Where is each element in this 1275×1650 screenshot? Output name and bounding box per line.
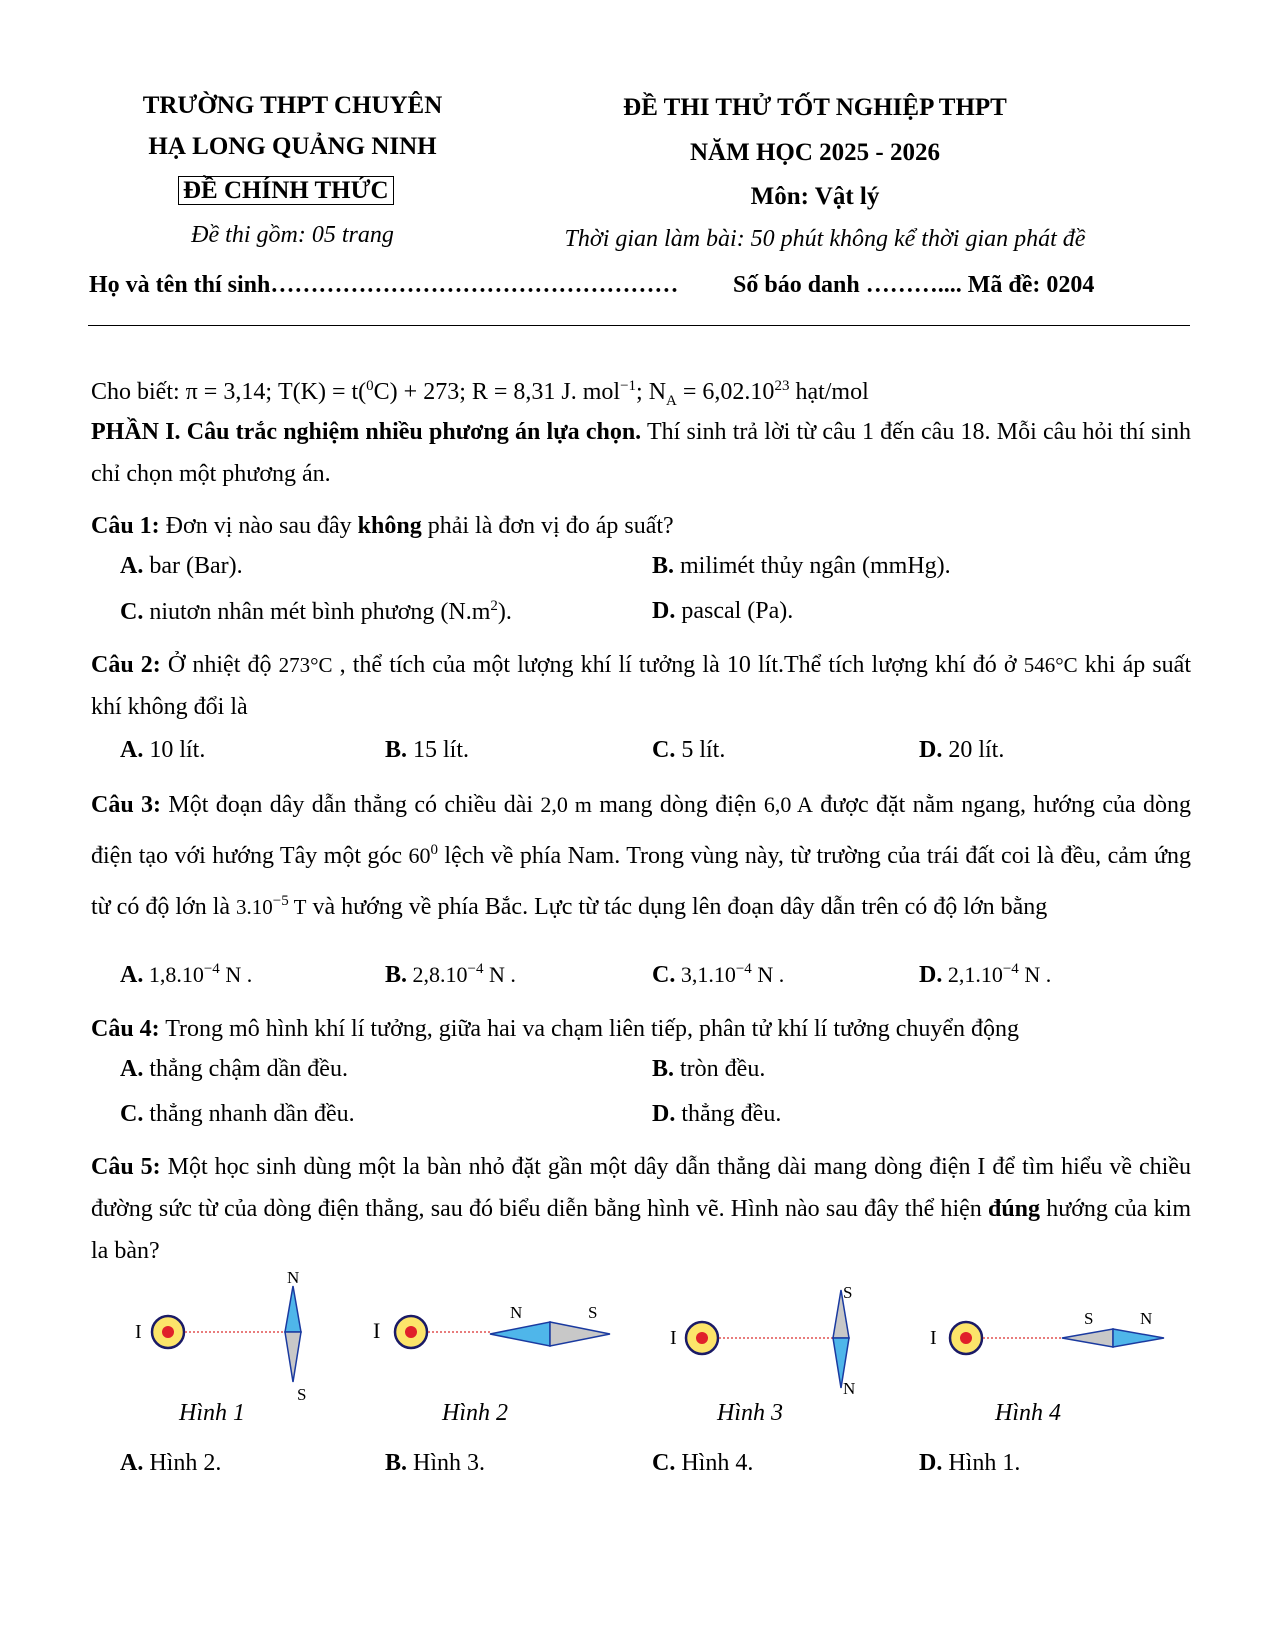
q4-option-d[interactable]: D. thẳng đều.	[652, 1101, 782, 1127]
candidate-sbd-line: Số báo danh ……….... Mã đề: 0204	[733, 272, 1095, 298]
part1-intro: PHẦN I. Câu trắc nghiệm nhiều phương án lựa chọn. Thí sinh trả lời từ câu 1 đến câu 18. Mỗi câu hỏi thí sinh chỉ chọn một phương án.	[91, 419, 1191, 487]
fig3-north-label: N	[843, 1379, 856, 1398]
fig4-wire-dot	[960, 1332, 972, 1344]
fig4-south-label: S	[1084, 1309, 1094, 1328]
exam-title: ĐỀ THI THỬ TỐT NGHIỆP THPT	[623, 94, 1007, 121]
q2-option-d[interactable]: D. 20 lít.	[919, 737, 1005, 763]
q3-option-d[interactable]: D. $2,1.10^{-4}$ N .	[919, 961, 1052, 988]
q3-option-c[interactable]: C. $3,1.10^{-4}$ N .	[652, 961, 785, 988]
fig1-needle-north	[285, 1286, 301, 1332]
given-constants: Cho biết: π = 3,14; T(K) = t($^0$C) + 273; R = 8,31 J. mol$^{-1}$; $N_A = 6,02.10^{23}$ hạt/mol	[91, 378, 869, 409]
q5-option-c[interactable]: C. Hình 4.	[652, 1450, 754, 1476]
fig4-current-label: I	[930, 1327, 937, 1349]
fig2-south-label: S	[588, 1303, 598, 1322]
question-2: Câu 2: Ở nhiệt độ 273°C , thể tích của một lượng khí lí tưởng là 10 lít.Thể tích lượng khí đó ở 546°C khi áp suất khí không đổi là	[91, 652, 1192, 720]
q3-option-a[interactable]: A. $1,8.10^{-4}$ N .	[120, 961, 253, 988]
exam-time: Thời gian làm bài: 50 phút không kể thời gian phát đề	[564, 226, 1086, 252]
figure-1-caption: Hình 1	[179, 1400, 245, 1426]
figure-4	[920, 1278, 1170, 1418]
fig1-current-label: I	[135, 1321, 142, 1343]
fig2-wire-dot	[405, 1326, 417, 1338]
school-name-line1: TRƯỜNG THPT CHUYÊN	[142, 92, 443, 119]
figure-3	[665, 1278, 865, 1418]
q2-option-c[interactable]: C. 5 lít.	[652, 737, 726, 763]
q4-option-b[interactable]: B. tròn đều.	[652, 1056, 766, 1082]
fig4-needle-north	[1113, 1329, 1164, 1347]
q1-option-c[interactable]: C. niutơn nhân mét bình phương $(N.m^2)$.	[120, 598, 512, 625]
fig4-needle-south	[1062, 1329, 1113, 1347]
figure-1	[125, 1268, 325, 1418]
fig2-north-label: N	[510, 1303, 523, 1322]
q5-option-a[interactable]: A. Hình 2.	[120, 1450, 222, 1476]
exam-year: NĂM HỌC 2025 - 2026	[690, 139, 940, 166]
figure-2	[368, 1278, 613, 1418]
question-5: Câu 5: Một học sinh dùng một la bàn nhỏ đặt gần một dây dẫn thẳng dài mang dòng điện I để tìm hiểu về chiều đường sức từ của dòng điện thẳng, sau đó biểu diễn bằng hình vẽ. Hình nào sau đây thể hiện đúng hướng của kim la bàn?	[91, 1154, 1192, 1264]
q4-option-a[interactable]: A. thẳng chậm dần đều.	[120, 1056, 348, 1082]
official-badge	[178, 176, 394, 206]
q4-option-c[interactable]: C. thẳng nhanh dần đều.	[120, 1101, 355, 1127]
school-name-line2: HẠ LONG QUẢNG NINH	[148, 133, 437, 160]
official-label: ĐỀ CHÍNH THỨC	[178, 176, 394, 205]
fig3-south-label: S	[843, 1283, 853, 1302]
header-divider	[88, 325, 1190, 326]
figure-3-caption: Hình 3	[717, 1400, 783, 1426]
fig1-north-label: N	[287, 1268, 300, 1287]
question-3: Câu 3: Một đoạn dây dẫn thẳng có chiều dài 2,0 m mang dòng điện 6,0 A được đặt nằm ngang, hướng của dòng điện tạo với hướng Tây một góc $60^0$ lệch về phía Nam. Trong vùng này, từ trường của trái đất coi là đều, cảm ứng từ có độ lớn là $3.10^{-5}$ T và hướng về phía Bắc. Lực từ tác dụng lên đoạn dây dẫn trên có độ lớn bằng	[91, 792, 1192, 920]
fig1-south-label: S	[297, 1385, 307, 1404]
candidate-name-line: Họ và tên thí sinh……………………………………………	[89, 272, 679, 298]
q1-option-a[interactable]: A. bar (Bar).	[120, 553, 243, 579]
fig1-needle-south	[285, 1332, 301, 1382]
fig3-current-label: I	[670, 1327, 677, 1349]
q1-option-d[interactable]: D. pascal (Pa).	[652, 598, 794, 624]
q1-option-b[interactable]: B. milimét thủy ngân (mmHg).	[652, 553, 951, 579]
q5-option-d[interactable]: D. Hình 1.	[919, 1450, 1021, 1476]
q2-option-a[interactable]: A. 10 lít.	[120, 737, 206, 763]
question-4: Câu 4: Trong mô hình khí lí tưởng, giữa hai va chạm liên tiếp, phân tử khí lí tưởng chuyển động	[91, 1016, 1020, 1042]
fig4-north-label: N	[1140, 1309, 1153, 1328]
fig2-needle-south	[550, 1322, 610, 1346]
q2-option-b[interactable]: B. 15 lít.	[385, 737, 470, 763]
question-1: Câu 1: Đơn vị nào sau đây không phải là đơn vị đo áp suất?	[91, 513, 674, 539]
fig2-current-label: I	[373, 1318, 381, 1343]
q5-option-b[interactable]: B. Hình 3.	[385, 1450, 486, 1476]
page-count: Đề thi gồm: 05 trang	[191, 222, 394, 248]
figure-2-caption: Hình 2	[442, 1400, 508, 1426]
exam-subject: Môn: Vật lý	[750, 183, 880, 210]
q3-option-b[interactable]: B. $2,8.10^{-4}$ N .	[385, 961, 516, 988]
fig2-needle-north	[490, 1322, 550, 1346]
fig3-wire-dot	[696, 1332, 708, 1344]
fig1-wire-dot	[162, 1326, 174, 1338]
figure-4-caption: Hình 4	[995, 1400, 1061, 1426]
